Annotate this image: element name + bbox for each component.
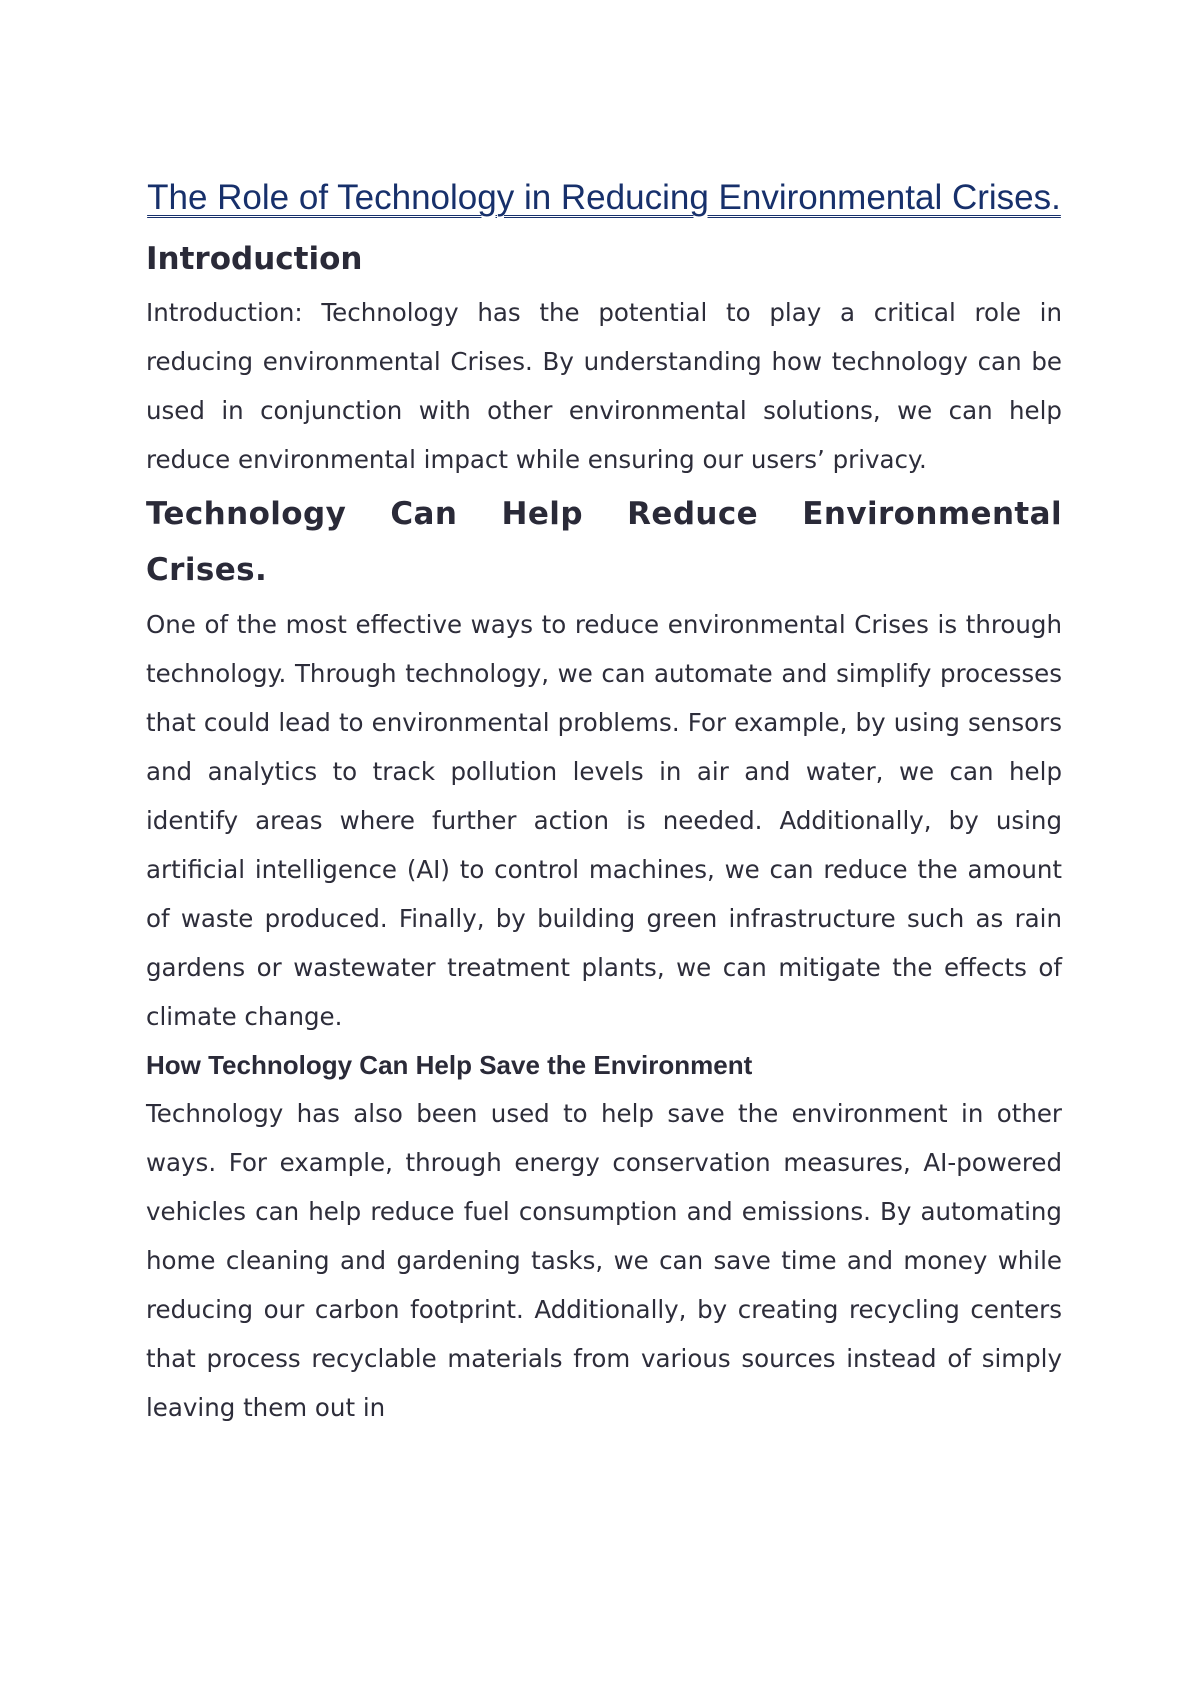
section-heading-save-environment: How Technology Can Help Save the Environment <box>146 1050 753 1080</box>
section-body-introduction: Introduction: Technology has the potential to play a critical role in reducing environmental Crises. By understanding how technology can be used in conjunction with other environmental solutions, we can help reduce environmental impact while ensuring our users’ privacy. <box>146 298 1062 474</box>
document-page <box>146 166 1062 1432</box>
document-title: The Role of Technology in Reducing Environmental Crises. <box>147 178 1061 217</box>
section-heading-technology-can-help: Technology Can Help Reduce Environmental Crises. <box>146 496 1062 588</box>
section-body-technology-can-help: One of the most effective ways to reduce environmental Crises is through technology. Through technology, we can automate and simplify processes that could lead to environmental problems. For example, by using sensors and analytics to track pollution levels in air and water, we can help identify areas where further action is needed. Additionally, by using artificial intelligence (AI) to control machines, we can reduce the amount of waste produced. Finally, by building green infrastructure such as rain gardens or wastewater treatment plants, we can mitigate the effects of climate change. <box>146 610 1062 1031</box>
section-body-save-environment: Technology has also been used to help save the environment in other ways. For example, through energy conservation measures, AI-powered vehicles can help reduce fuel consumption and emissions. By automating home cleaning and gardening tasks, we can save time and money while reducing our carbon footprint. Additionally, by creating recycling centers that process recyclable materials from various sources instead of simply leaving them out in <box>146 1099 1062 1422</box>
section-heading-introduction: Introduction <box>146 241 363 277</box>
